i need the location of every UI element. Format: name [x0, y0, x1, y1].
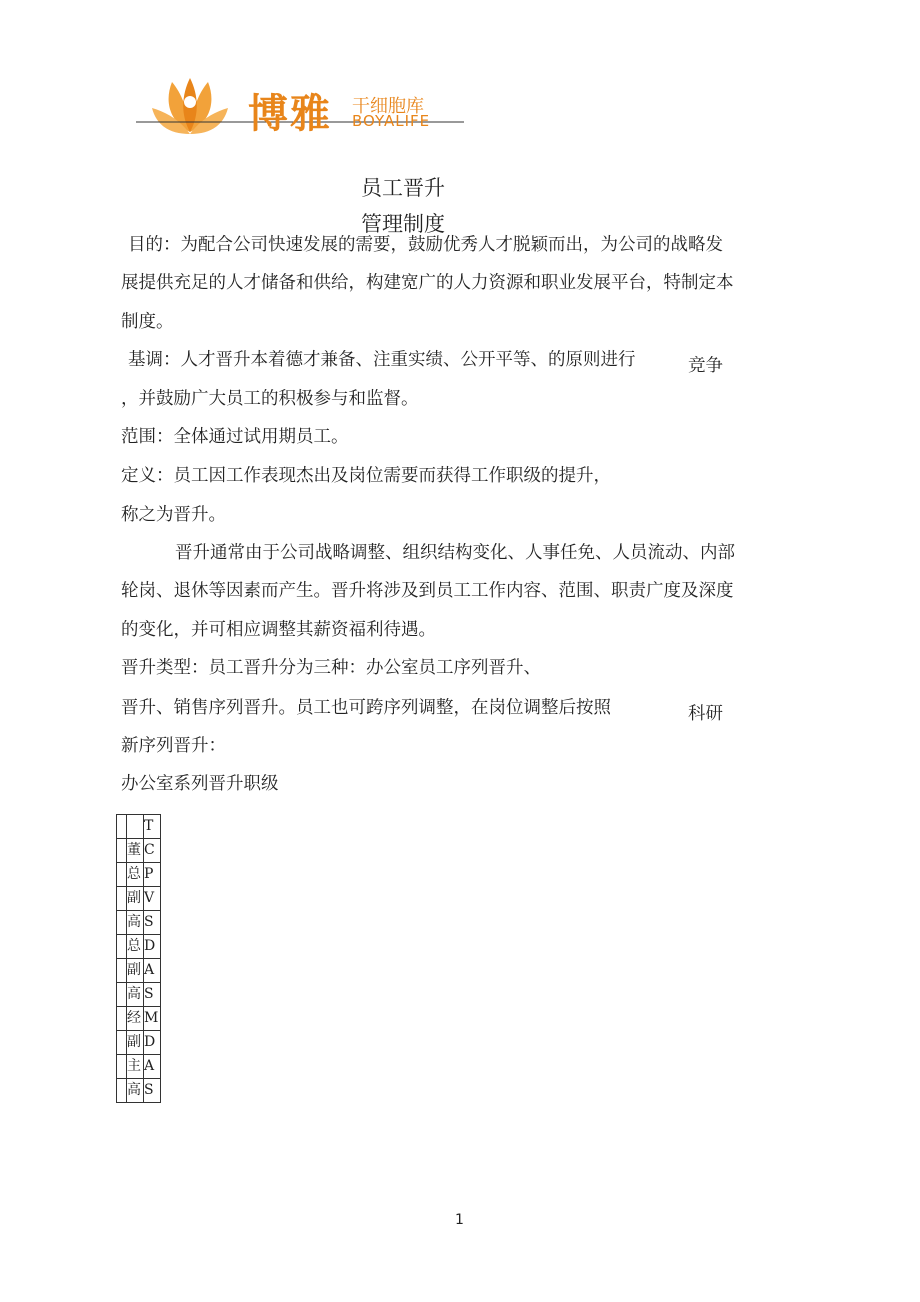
brand-subtitle-en: BOYALIFE [352, 112, 431, 130]
table-cell: A [144, 1055, 161, 1079]
brand-subtitle-cn: 干细胞库 [352, 96, 424, 117]
table-cell [117, 1007, 127, 1031]
table-cell: D [144, 935, 161, 959]
table-cell: 总 [127, 935, 144, 959]
table-cell [117, 815, 127, 839]
table-cell [117, 959, 127, 983]
cause-line-3: 的变化，并可相应调整其薪资福利待遇。 [121, 620, 436, 640]
table-cell [117, 1055, 127, 1079]
table-cell: 经 [127, 1007, 144, 1031]
page-number: 1 [455, 1212, 464, 1228]
table-cell: S [144, 911, 161, 935]
grade-table [116, 814, 161, 1103]
table-cell: 高 [127, 983, 144, 1007]
table-cell: 总 [127, 863, 144, 887]
table-cell: 董 [127, 839, 144, 863]
table-cell [117, 839, 127, 863]
table-row [117, 1031, 161, 1055]
cause-line-2: 轮岗、退休等因素而产生。晋升将涉及到员工工作内容、范围、职责广度及深度 [121, 581, 734, 601]
table-cell [117, 1079, 127, 1103]
types-line-3: 新序列晋升： [121, 736, 226, 756]
table-cell [117, 1031, 127, 1055]
table-cell [117, 983, 127, 1007]
table-row [117, 959, 161, 983]
types-line-1: 晋升类型：员工晋升分为三种：办公室员工序列晋升、 [121, 658, 541, 678]
table-row [117, 983, 161, 1007]
table-cell: C [144, 839, 161, 863]
purpose-line-3: 制度。 [121, 312, 174, 332]
purpose-line-2: 展提供充足的人才储备和供给，构建宽广的人力资源和职业发展平台，特制定本 [121, 273, 734, 293]
table-cell: V [144, 887, 161, 911]
table-cell: M [144, 1007, 161, 1031]
table-row [117, 935, 161, 959]
table-cell: 高 [127, 1079, 144, 1103]
office-grade-heading: 办公室系列晋升职级 [121, 774, 279, 794]
table-cell: D [144, 1031, 161, 1055]
table-row [117, 1007, 161, 1031]
scope-line: 范围：全体通过试用期员工。 [121, 427, 349, 447]
table-cell [117, 911, 127, 935]
table-cell: S [144, 983, 161, 1007]
cause-line-1: 晋升通常由于公司战略调整、组织结构变化、人事任免、人员流动、内部 [175, 543, 735, 563]
table-cell: S [144, 1079, 161, 1103]
page-title: 员工晋升 [361, 176, 445, 200]
purpose-line-1: 目的：为配合公司快速发展的需要，鼓励优秀人才脱颖而出，为公司的战略发 [128, 235, 723, 255]
principle-line-2: ，并鼓励广大员工的积极参与和监督。 [121, 389, 419, 409]
definition-line-2: 称之为晋升。 [121, 505, 226, 525]
types-float-word: 科研 [688, 704, 723, 724]
table-row [117, 1079, 161, 1103]
table-cell [117, 935, 127, 959]
table-cell [127, 815, 144, 839]
table-row [117, 887, 161, 911]
table-cell: A [144, 959, 161, 983]
table-cell: 副 [127, 887, 144, 911]
definition-line-1: 定义：员工因工作表现杰出及岗位需要而获得工作职级的提升， [121, 466, 611, 486]
page-subtitle: 管理制度 [361, 212, 445, 236]
principle-float-word: 竞争 [688, 356, 723, 376]
table-row [117, 863, 161, 887]
table-cell: T [144, 815, 161, 839]
table-cell [117, 887, 127, 911]
table-cell: 高 [127, 911, 144, 935]
table-cell: 主 [127, 1055, 144, 1079]
table-row [117, 1055, 161, 1079]
table-cell: P [144, 863, 161, 887]
brand-name: 博雅 [248, 91, 332, 137]
principle-line-1: 基调：人才晋升本着德才兼备、注重实绩、公开平等、的原则进行 [128, 350, 636, 370]
table-row [117, 839, 161, 863]
table-row [117, 815, 161, 839]
table-cell: 副 [127, 1031, 144, 1055]
table-cell [117, 863, 127, 887]
table-cell: 副 [127, 959, 144, 983]
table-row [117, 911, 161, 935]
types-line-2: 晋升、销售序列晋升。员工也可跨序列调整，在岗位调整后按照 [121, 698, 611, 718]
